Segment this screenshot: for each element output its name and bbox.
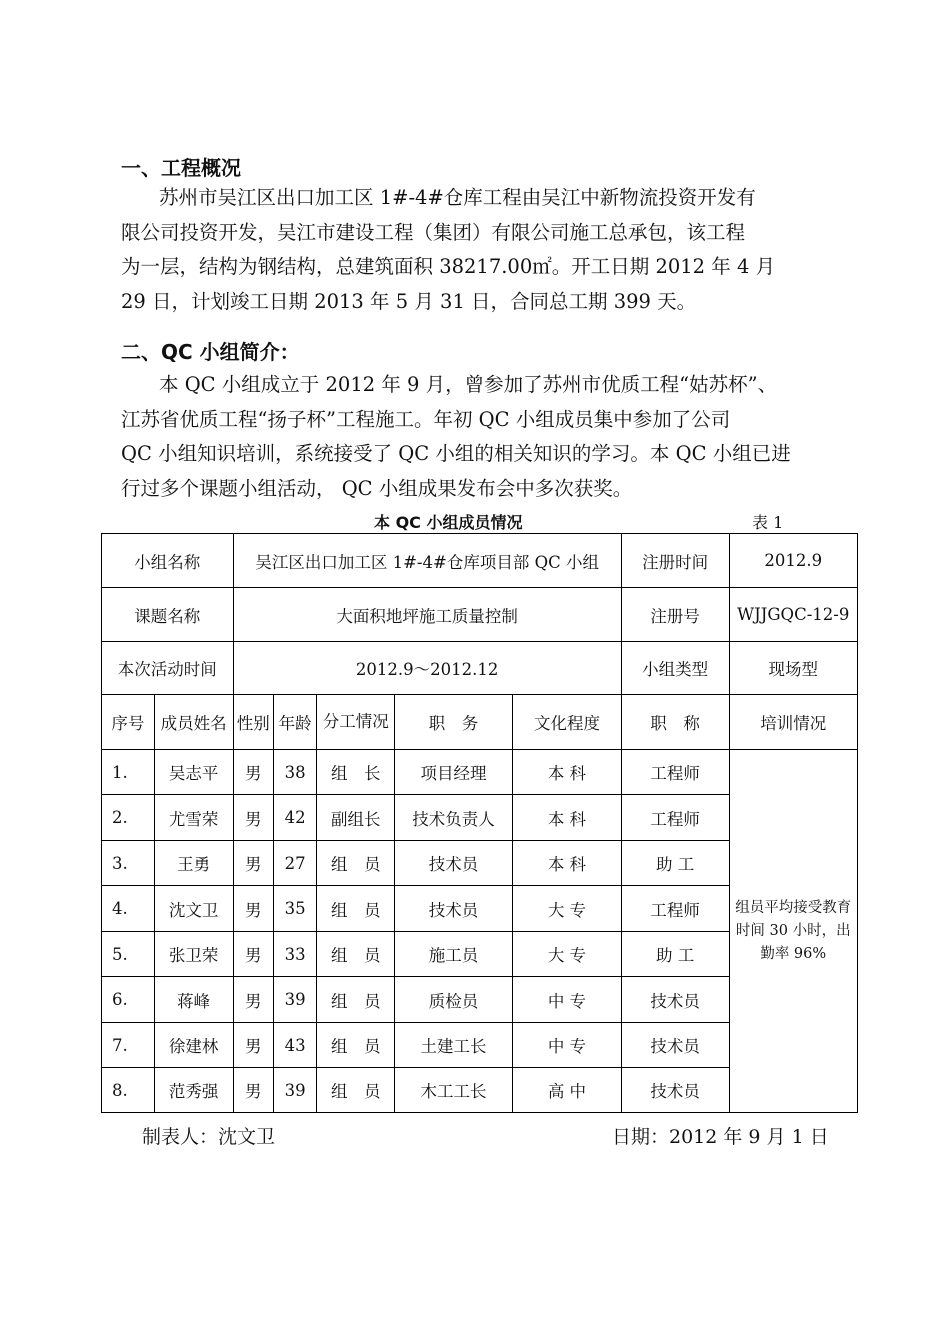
member-title: 助 工 xyxy=(621,932,729,977)
member-title: 工程师 xyxy=(621,886,729,932)
member-name: 王勇 xyxy=(154,841,233,886)
member-gender: 男 xyxy=(233,795,273,841)
member-no: 3. xyxy=(102,841,155,886)
member-no: 6. xyxy=(102,977,155,1023)
member-role: 副组长 xyxy=(317,795,395,841)
member-position: 技术员 xyxy=(395,886,513,932)
qc-intro-line: 行过多个课题小组活动， QC 小组成果发布会中多次获奖。 xyxy=(121,476,633,500)
section-heading-overview: 一、工程概况 xyxy=(121,156,241,180)
qc-members-table xyxy=(101,533,858,1113)
member-position: 土建工长 xyxy=(395,1023,513,1068)
member-name: 徐建林 xyxy=(154,1023,233,1068)
member-no: 5. xyxy=(102,932,155,977)
overview-paragraph xyxy=(121,181,841,319)
member-age: 35 xyxy=(273,886,316,932)
member-role: 组 员 xyxy=(317,1023,395,1068)
member-title: 工程师 xyxy=(621,750,729,795)
member-education: 本 科 xyxy=(513,795,622,841)
topic-label: 课题名称 xyxy=(102,588,234,642)
member-role: 组 长 xyxy=(317,750,395,795)
header-role: 分工情况 xyxy=(317,695,395,750)
table-maker: 制表人：沈文卫 xyxy=(142,1126,276,1148)
header-no: 序号 xyxy=(102,695,155,750)
member-no: 7. xyxy=(102,1023,155,1068)
member-position: 技术负责人 xyxy=(395,795,513,841)
table-title: 本 QC 小组成员情况 xyxy=(374,513,523,532)
member-name: 范秀强 xyxy=(154,1068,233,1113)
member-gender: 男 xyxy=(233,1023,273,1068)
header-training: 培训情况 xyxy=(729,695,857,750)
member-age: 42 xyxy=(273,795,316,841)
member-gender: 男 xyxy=(233,977,273,1023)
header-name: 成员姓名 xyxy=(154,695,233,750)
member-education: 高 中 xyxy=(513,1068,622,1113)
member-education: 本 科 xyxy=(513,750,622,795)
section-heading-qc-intro: 二、QC 小组简介： xyxy=(121,340,300,364)
qc-intro-line: 江苏省优质工程“扬子杯”工程施工。年初 QC 小组成员集中参加了公司 xyxy=(121,407,731,431)
member-age: 33 xyxy=(273,932,316,977)
reg-time-label: 注册时间 xyxy=(621,534,729,588)
qc-intro-paragraph xyxy=(121,368,841,506)
member-title: 技术员 xyxy=(621,977,729,1023)
member-gender: 男 xyxy=(233,932,273,977)
member-title: 技术员 xyxy=(621,1068,729,1113)
member-role: 组 员 xyxy=(317,932,395,977)
member-title: 工程师 xyxy=(621,795,729,841)
member-age: 39 xyxy=(273,977,316,1023)
member-age: 39 xyxy=(273,1068,316,1113)
header-age: 年龄 xyxy=(273,695,316,750)
group-name-value: 吴江区出口加工区 1#-4#仓库项目部 QC 小组 xyxy=(233,534,621,588)
info-row-activity xyxy=(102,642,858,695)
group-name-label: 小组名称 xyxy=(102,534,234,588)
member-education: 中 专 xyxy=(513,1023,622,1068)
member-no: 2. xyxy=(102,795,155,841)
member-no: 4. xyxy=(102,886,155,932)
activity-time-value: 2012.9～2012.12 xyxy=(233,642,621,695)
header-education: 文化程度 xyxy=(513,695,622,750)
member-name: 沈文卫 xyxy=(154,886,233,932)
member-name: 蒋峰 xyxy=(154,977,233,1023)
info-row-group xyxy=(102,534,858,588)
table-number: 表 1 xyxy=(752,513,784,532)
header-row xyxy=(102,695,858,750)
member-no: 1. xyxy=(102,750,155,795)
group-type-value: 现场型 xyxy=(729,642,857,695)
member-age: 27 xyxy=(273,841,316,886)
header-position: 职 务 xyxy=(395,695,513,750)
member-education: 大 专 xyxy=(513,932,622,977)
overview-line: 为一层，结构为钢结构，总建筑面积 38217.00㎡。开工日期 2012 年 4 月 xyxy=(121,255,776,278)
member-gender: 男 xyxy=(233,886,273,932)
overview-line: 限公司投资开发，吴江市建设工程（集团）有限公司施工总承包，该工程 xyxy=(121,220,746,244)
member-role: 组 员 xyxy=(317,977,395,1023)
member-gender: 男 xyxy=(233,1068,273,1113)
member-role: 组 员 xyxy=(317,886,395,932)
member-position: 项目经理 xyxy=(395,750,513,795)
member-age: 43 xyxy=(273,1023,316,1068)
topic-value: 大面积地坪施工质量控制 xyxy=(233,588,621,642)
member-position: 技术员 xyxy=(395,841,513,886)
table-row xyxy=(102,750,858,795)
reg-time-value: 2012.9 xyxy=(729,534,857,588)
member-gender: 男 xyxy=(233,750,273,795)
member-education: 大 专 xyxy=(513,886,622,932)
member-position: 施工员 xyxy=(395,932,513,977)
overview-line: 29 日，计划竣工日期 2013 年 5 月 31 日，合同总工期 399 天。 xyxy=(121,289,697,313)
member-title: 助 工 xyxy=(621,841,729,886)
member-name: 吴志平 xyxy=(154,750,233,795)
info-row-topic xyxy=(102,588,858,642)
member-education: 中 专 xyxy=(513,977,622,1023)
member-position: 木工工长 xyxy=(395,1068,513,1113)
member-title: 技术员 xyxy=(621,1023,729,1068)
member-no: 8. xyxy=(102,1068,155,1113)
table-date: 日期：2012 年 9 月 1 日 xyxy=(612,1126,829,1148)
member-gender: 男 xyxy=(233,841,273,886)
reg-no-label: 注册号 xyxy=(621,588,729,642)
reg-no-value: WJJGQC-12-9 xyxy=(729,588,857,642)
header-gender: 性别 xyxy=(233,695,273,750)
header-title: 职 称 xyxy=(621,695,729,750)
qc-intro-line: 本 QC 小组成立于 2012 年 9 月，曾参加了苏州市优质工程“姑苏杯”、 xyxy=(159,373,778,396)
activity-time-label: 本次活动时间 xyxy=(102,642,234,695)
member-name: 张卫荣 xyxy=(154,932,233,977)
group-type-label: 小组类型 xyxy=(621,642,729,695)
member-age: 38 xyxy=(273,750,316,795)
training-note: 组员平均接受教育时间 30 小时，出勤率 96% xyxy=(729,750,857,1113)
member-name: 尤雪荣 xyxy=(154,795,233,841)
qc-intro-line: QC 小组知识培训，系统接受了 QC 小组的相关知识的学习。本 QC 小组已进 xyxy=(121,442,791,465)
member-role: 组 员 xyxy=(317,1068,395,1113)
member-role: 组 员 xyxy=(317,841,395,886)
member-education: 本 科 xyxy=(513,841,622,886)
member-position: 质检员 xyxy=(395,977,513,1023)
overview-line: 苏州市吴江区出口加工区 1#-4#仓库工程由吴江中新物流投资开发有 xyxy=(159,186,756,209)
